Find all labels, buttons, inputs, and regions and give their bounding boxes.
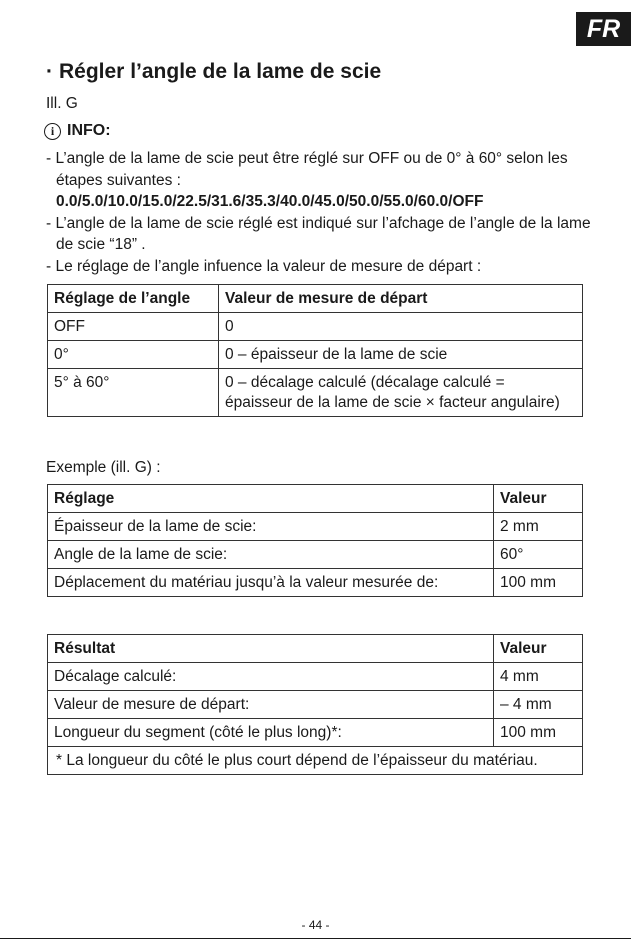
footnote-cell (48, 747, 583, 775)
table-header-row (48, 285, 583, 313)
table-cell: 0 (219, 313, 583, 341)
table-row (48, 663, 583, 691)
table-cell: Déplacement du matériau jusqu’à la valeur mesurée de: (48, 569, 494, 597)
table-cell: 0° (48, 341, 219, 369)
table-cell: 60° (494, 541, 583, 569)
table-note-row (48, 747, 583, 775)
example-label: Exemple (ill. G) : (46, 459, 161, 476)
table-cell: Longueur du segment (côté le plus long)*: (48, 719, 494, 747)
table-row (48, 691, 583, 719)
result-table (47, 634, 583, 775)
table-cell: Épaisseur de la lame de scie: (48, 513, 494, 541)
info-icon: i (44, 123, 61, 140)
header-cell: Valeur (494, 635, 583, 663)
header-cell: Réglage de l’angle (48, 285, 219, 313)
table-row (48, 313, 583, 341)
language-badge: FR (576, 12, 631, 46)
bullet-angle-range: - L’angle de la lame de scie peut être réglé sur OFF ou de 0° à 60° selon les étapes suivantes : (46, 150, 568, 189)
info-bullets (46, 148, 606, 277)
angle-table (47, 284, 583, 417)
footer-rule (0, 938, 631, 939)
heading-text: Régler l’angle de la lame de scie (59, 60, 382, 83)
table-row (48, 369, 583, 417)
table-cell: 0 – décalage calculé (décalage calculé = épaisseur de la lame de scie × facteur angulaire) (219, 369, 583, 417)
heading-bullet: · (46, 60, 53, 83)
table-cell: – 4 mm (494, 691, 583, 719)
table-row (48, 569, 583, 597)
settings-table (47, 484, 583, 597)
footnote: * La longueur du côté le plus court dépend de l’épaisseur du matériau. (56, 752, 538, 769)
section-heading (46, 60, 381, 84)
header-cell: Réglage (48, 485, 494, 513)
angle-steps: 0.0/5.0/10.0/15.0/22.5/31.6/35.3/40.0/45.0/50.0/55.0/60.0/OFF (56, 193, 484, 210)
table-row (48, 541, 583, 569)
table-cell: 100 mm (494, 719, 583, 747)
table-cell: Valeur de mesure de départ: (48, 691, 494, 719)
table-cell: OFF (48, 313, 219, 341)
info-label: INFO: (67, 122, 111, 139)
table-header-row (48, 635, 583, 663)
table-row (48, 719, 583, 747)
table-header-row (48, 485, 583, 513)
table-cell: Angle de la lame de scie: (48, 541, 494, 569)
bullet-angle-influence: - Le réglage de l’angle infuence la valeur de mesure de départ : (46, 257, 482, 275)
info-callout (44, 122, 111, 140)
page-number: - 44 - (301, 918, 330, 932)
table-cell: 5° à 60° (48, 369, 219, 417)
table-row (48, 513, 583, 541)
table-cell: 4 mm (494, 663, 583, 691)
header-cell: Valeur (494, 485, 583, 513)
header-cell: Valeur de mesure de départ (219, 285, 583, 313)
table-cell: 100 mm (494, 569, 583, 597)
table-cell: 2 mm (494, 513, 583, 541)
table-row (48, 341, 583, 369)
header-cell: Résultat (48, 635, 494, 663)
bullet-angle-display: - L’angle de la lame de scie réglé est indiqué sur l’afchage de l’angle de la lame de scie “18” . (46, 214, 591, 253)
table-cell: 0 – épaisseur de la lame de scie (219, 341, 583, 369)
illustration-reference: Ill. G (46, 95, 78, 112)
table-cell: Décalage calculé: (48, 663, 494, 691)
